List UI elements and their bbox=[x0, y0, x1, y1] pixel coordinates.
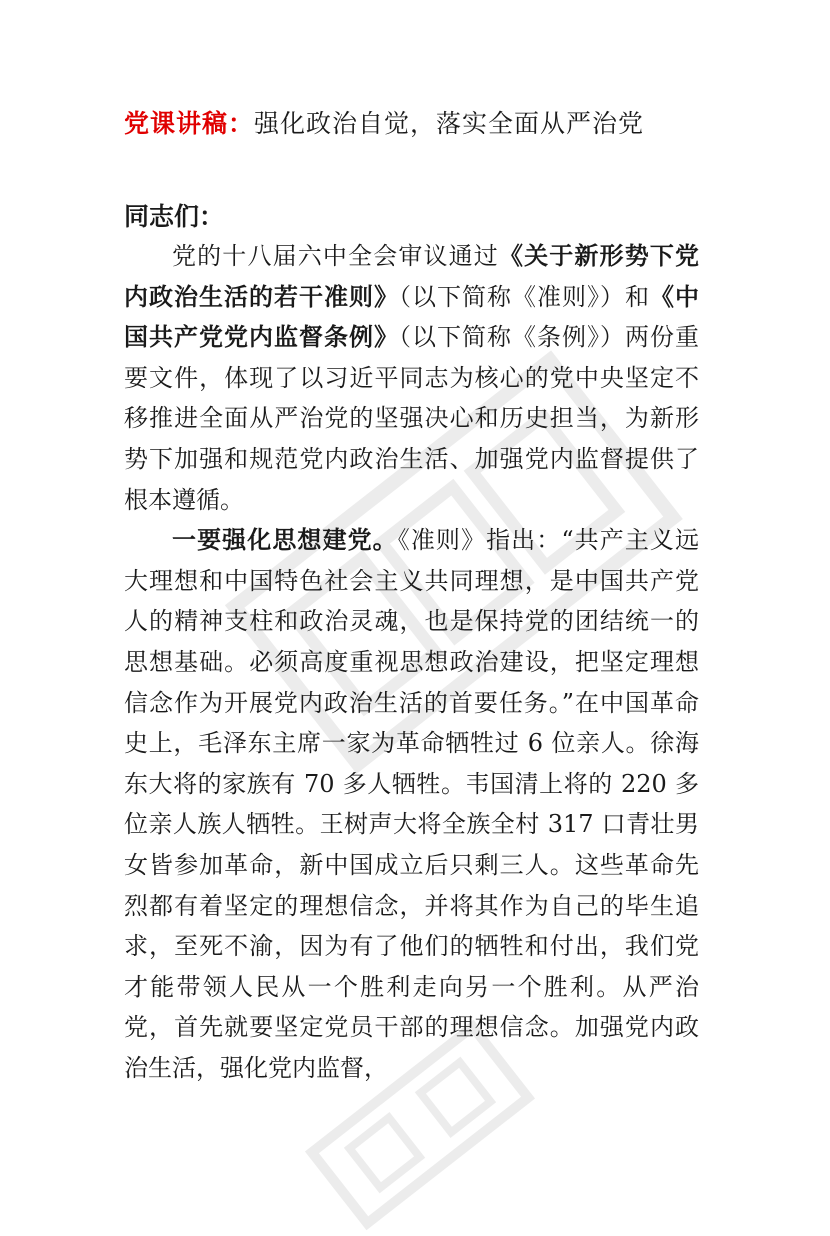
paragraph bbox=[124, 520, 699, 1088]
document-body bbox=[124, 236, 699, 1088]
document-reference: 《中国共产党党内监督条例》 bbox=[124, 281, 699, 352]
title-text: 强化政治自觉，落实全面从严治党 bbox=[254, 109, 645, 138]
title-label: 党课讲稿： bbox=[124, 109, 255, 138]
section-heading: 一要强化思想建党。 bbox=[172, 525, 398, 555]
paragraph-text: （以下简称《准则》）和 bbox=[399, 282, 650, 311]
document-title bbox=[124, 104, 644, 140]
paragraph bbox=[124, 236, 699, 520]
document-reference: 《关于新形势下党内政治生活的若干准则》 bbox=[124, 241, 700, 311]
paragraph-text: （以下简称《条例》）两份重要文件，体现了以习近平同志为核心的党中央坚定不移推进全面从严治党的坚强决心和历史担当，为新形势下加强和规范党内政治生活、加强党内监督提供了根本遵循。 bbox=[124, 323, 699, 514]
greeting: 同志们： bbox=[124, 202, 225, 231]
paragraph-text: 党的十八届六中全会审议通过 bbox=[172, 242, 499, 270]
paragraph-text: 《准则》指出：“共产主义远大理想和中国特色社会主义共同理想，是中国共产党人的精神支柱和政治灵魂，也是保持党的团结统一的思想基础。必须高度重视思想政治建设，把坚定理想信念作为开展党内政治生活的首要任务。”在中国革命史上，毛泽东主席一家为革命牺牲过 6 位亲人。徐海东大将的家族有 70 多人牺牲。韦国清上将的 220 多位亲人族人牺牲。王树声大将全族全村 317 口青壮男女皆参加革命，新中国成立后只剩三人。这些革命先烈都有着坚定的理想信念，并将其作为自己的毕生追求，至死不渝，因为有了他们的牺牲和付出，我们党才能带领人民从一个胜利走向另一个胜利。从严治党，首先就要坚定党员干部的理想信念。加强党内政治生活，强化党内监督， bbox=[124, 526, 700, 1082]
